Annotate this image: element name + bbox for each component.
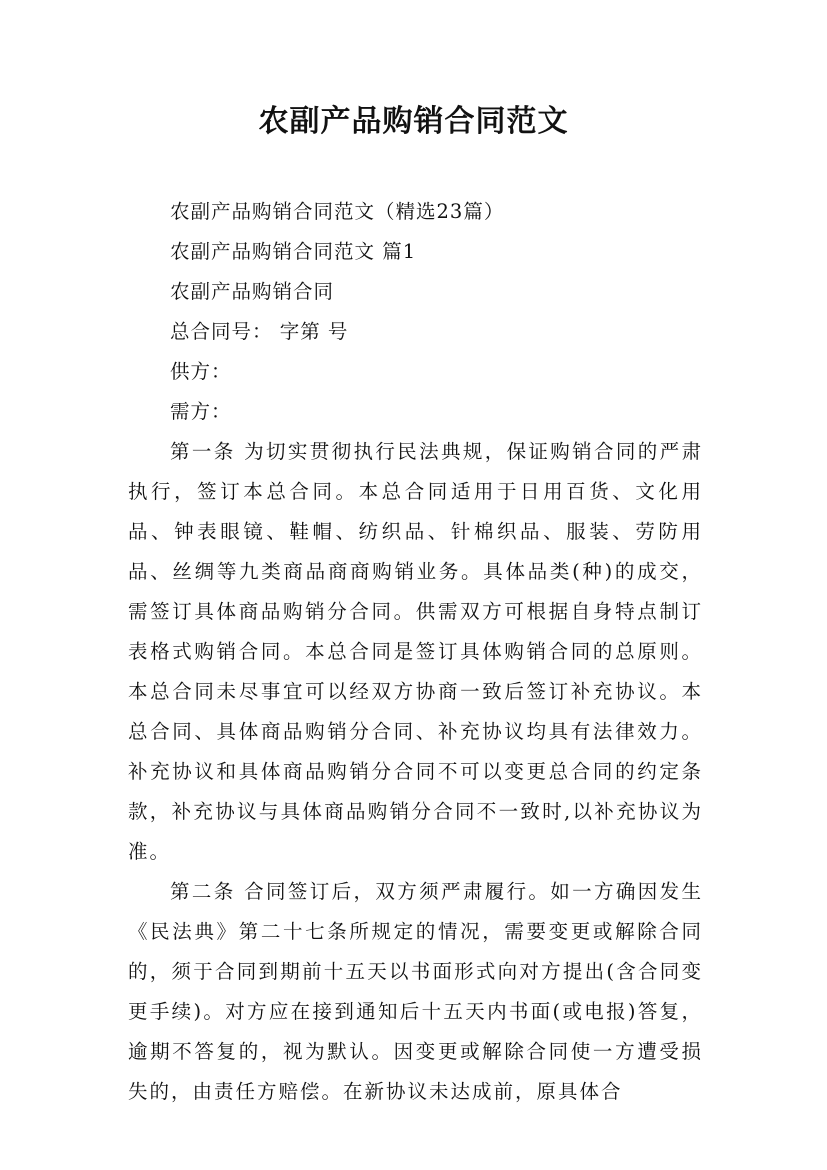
document-title: 农副产品购销合同范文: [258, 104, 569, 139]
document-body: [128, 192, 703, 1112]
article-1-paragraph: 第一条 为切实贯彻执行民法典规，保证购销合同的严肃执行，签订本总合同。本总合同适用于日用百货、文化用品、钟表眼镜、鞋帽、纺织品、针棉织品、服装、劳防用品、丝绸等九类商品商商购销业务。具体品类(种)的成交，需签订具体商品购销分合同。供需双方可根据自身特点制订表格式购销合同。本总合同是签订具体购销合同的总原则。本总合同未尽事宜可以经双方协商一致后签订补充协议。本总合同、具体商品购销分合同、补充协议均具有法律效力。补充协议和具体商品购销分合同不可以变更总合同的约定条款，补充协议与具体商品购销分合同不一致时,以补充协议为准。: [128, 440, 703, 863]
section-heading: 农副产品购销合同范文 篇1: [170, 240, 417, 263]
contract-number-line: 总合同号： 字第 号: [170, 320, 349, 343]
article-2-paragraph: 第二条 合同签订后，双方须严肃履行。如一方确因发生《民法典》第二十七条所规定的情况，需要变更或解除合同的，须于合同到期前十五天以书面形式向对方提出(含合同变更手续)。对方应在接到通知后十五天内书面(或电报)答复，逾期不答复的，视为默认。因变更或解除合同使一方遭受损失的，由责任方赔偿。在新协议未达成前，原具体合: [128, 880, 703, 1103]
contract-name: 农副产品购销合同: [170, 280, 335, 303]
subtitle-line: 农副产品购销合同范文（精选23篇）: [170, 200, 505, 223]
supplier-line: 供方：: [170, 360, 232, 383]
buyer-line: 需方：: [170, 400, 232, 423]
